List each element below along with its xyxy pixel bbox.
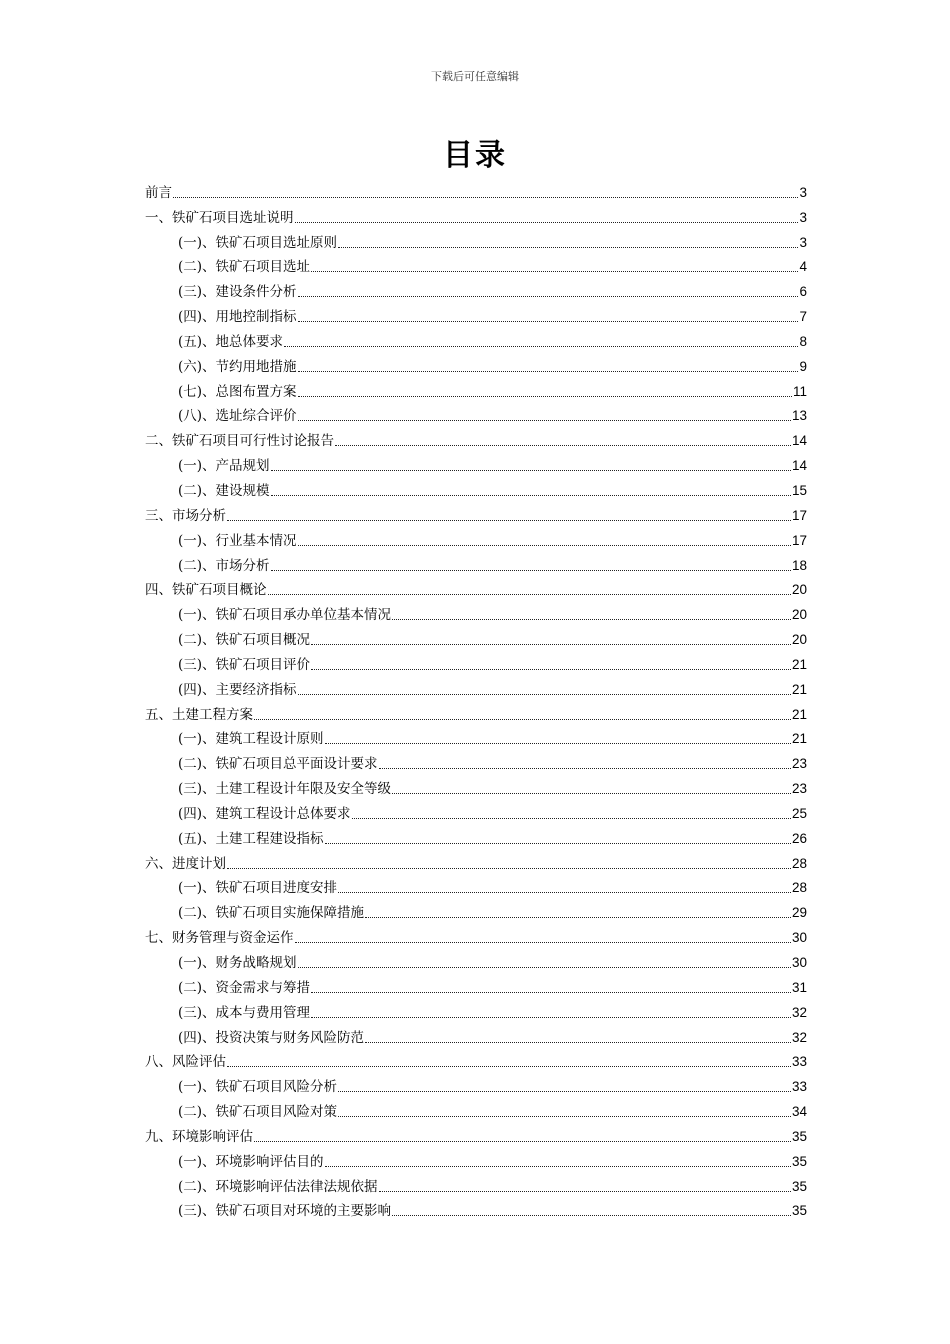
toc-entry-label: 四、铁矿石项目概论 — [145, 582, 267, 599]
toc-dot-leader — [254, 718, 791, 720]
toc-dot-leader — [325, 742, 791, 744]
toc-dot-leader — [335, 444, 791, 446]
toc-dot-leader — [325, 842, 791, 844]
toc-entry-label: (一)、财务战略规划 — [178, 955, 297, 971]
toc-entry-page-number: 17 — [791, 507, 807, 523]
toc-entry-label: (五)、土建工程建设指标 — [178, 830, 324, 847]
toc-entry-page-number: 7 — [799, 309, 807, 325]
toc-entry-label: 一、铁矿石项目选址说明 — [145, 209, 294, 226]
toc-entry[interactable] — [145, 326, 807, 351]
toc-dot-leader — [352, 817, 791, 819]
toc-entry[interactable] — [145, 177, 807, 202]
toc-entry[interactable] — [145, 624, 807, 649]
toc-entry-label: 七、财务管理与资金运作 — [145, 930, 294, 947]
toc-entry[interactable] — [145, 699, 807, 724]
toc-dot-leader — [338, 891, 791, 893]
toc-entry[interactable] — [145, 351, 807, 376]
toc-entry-label: (一)、铁矿石项目选址原则 — [178, 234, 338, 251]
toc-entry[interactable] — [145, 748, 807, 773]
toc-dot-leader — [298, 295, 798, 297]
toc-entry-page-number: 35 — [791, 1128, 807, 1144]
toc-dot-leader — [311, 1016, 791, 1018]
toc-entry-page-number: 21 — [791, 731, 807, 747]
toc-entry-page-number: 6 — [799, 284, 807, 300]
toc-entry[interactable] — [145, 1196, 807, 1221]
toc-entry-label: (四)、主要经济指标 — [178, 681, 297, 698]
toc-dot-leader — [325, 1165, 791, 1167]
toc-dot-leader — [268, 593, 791, 595]
toc-dot-leader — [271, 569, 791, 571]
toc-dot-leader — [298, 693, 791, 695]
toc-dot-leader — [227, 519, 791, 521]
toc-entry[interactable] — [145, 1171, 807, 1196]
toc-entry-label: (三)、铁矿石项目评价 — [178, 656, 311, 673]
toc-entry-label: 六、进度计划 — [145, 855, 226, 872]
toc-entry[interactable] — [145, 1121, 807, 1146]
toc-entry-label: (二)、铁矿石项目实施保障措施 — [178, 905, 365, 922]
toc-entry[interactable] — [145, 425, 807, 450]
page-title: 目录 — [443, 138, 507, 173]
toc-entry-page-number: 11 — [792, 383, 807, 399]
toc-entry[interactable] — [145, 823, 807, 848]
toc-dot-leader — [254, 1140, 791, 1142]
toc-entry[interactable] — [145, 301, 807, 326]
toc-dot-leader — [392, 792, 791, 794]
toc-entry-page-number: 35 — [791, 1203, 807, 1219]
toc-entry-page-number: 3 — [799, 234, 807, 250]
toc-entry-label: 前言 — [145, 184, 172, 201]
toc-dot-leader — [298, 370, 798, 372]
toc-entry-label: (二)、铁矿石项目风险对策 — [178, 1104, 338, 1121]
toc-entry[interactable] — [145, 202, 807, 227]
toc-entry-page-number: 30 — [791, 930, 807, 946]
toc-entry-page-number: 17 — [791, 532, 807, 548]
toc-entry-label: (五)、地总体要求 — [178, 333, 284, 350]
toc-entry-page-number: 30 — [791, 955, 807, 970]
toc-entry[interactable] — [145, 649, 807, 674]
toc-entry-page-number: 33 — [791, 1079, 807, 1095]
toc-dot-leader — [271, 494, 791, 496]
toc-entry-page-number: 9 — [799, 358, 807, 374]
toc-entry-label: (二)、铁矿石项目总平面设计要求 — [178, 756, 378, 773]
toc-entry-page-number: 28 — [791, 855, 807, 871]
toc-entry-page-number: 4 — [799, 259, 807, 275]
toc-entry-label: (六)、节约用地措施 — [178, 358, 297, 375]
toc-entry-page-number: 21 — [791, 706, 807, 722]
toc-entry[interactable] — [145, 227, 807, 252]
toc-entry-page-number: 3 — [799, 209, 807, 225]
toc-entry-page-number: 21 — [791, 656, 807, 672]
toc-entry[interactable] — [145, 252, 807, 277]
toc-entry-label: (一)、产品规划 — [178, 458, 270, 475]
toc-entry[interactable] — [145, 798, 807, 823]
toc-dot-leader — [311, 643, 791, 645]
toc-dot-leader — [311, 668, 791, 670]
toc-dot-leader — [311, 991, 791, 993]
toc-entry[interactable] — [145, 1047, 807, 1072]
toc-dot-leader — [173, 196, 798, 198]
toc-entry-label: (三)、建设条件分析 — [178, 284, 297, 301]
toc-entry-page-number: 26 — [791, 830, 807, 846]
toc-entry-page-number: 20 — [791, 632, 807, 648]
toc-entry[interactable] — [145, 475, 807, 500]
toc-entry-page-number: 31 — [791, 979, 807, 995]
toc-entry-label: (一)、铁矿石项目进度安排 — [178, 880, 338, 897]
toc-entry[interactable] — [145, 1096, 807, 1121]
toc-entry[interactable] — [145, 276, 807, 301]
toc-entry-label: 二、铁矿石项目可行性讨论报告 — [145, 433, 334, 450]
toc-dot-leader — [271, 469, 791, 471]
toc-entry-label: (一)、行业基本情况 — [178, 532, 297, 549]
toc-dot-leader — [298, 395, 792, 397]
toc-dot-leader — [338, 246, 798, 248]
toc-entry-page-number: 8 — [799, 333, 807, 349]
toc-entry[interactable] — [145, 1022, 807, 1047]
toc-entry-page-number: 32 — [791, 1029, 807, 1045]
toc-dot-leader — [392, 1214, 791, 1216]
toc-entry[interactable] — [145, 575, 807, 600]
toc-dot-leader — [295, 221, 799, 223]
toc-entry[interactable] — [145, 525, 807, 550]
toc-entry-label: 九、环境影响评估 — [145, 1128, 253, 1145]
toc-dot-leader — [227, 1065, 791, 1067]
toc-entry-label: (三)、铁矿石项目对环境的主要影响 — [178, 1203, 392, 1220]
toc-entry[interactable] — [145, 724, 807, 749]
toc-entry[interactable] — [145, 873, 807, 898]
toc-entry[interactable] — [145, 376, 807, 401]
toc-entry-page-number: 29 — [791, 905, 807, 921]
toc-entry-label: (一)、铁矿石项目承办单位基本情况 — [178, 607, 392, 624]
toc-entry[interactable] — [145, 599, 807, 624]
toc-entry-page-number: 21 — [791, 681, 807, 697]
toc-entry[interactable] — [145, 1146, 807, 1171]
toc-entry-label: (四)、用地控制指标 — [178, 309, 297, 326]
toc-entry[interactable] — [145, 401, 807, 426]
toc-entry[interactable] — [145, 972, 807, 997]
toc-entry-label: 三、市场分析 — [145, 507, 226, 524]
toc-entry[interactable] — [145, 997, 807, 1022]
toc-dot-leader — [284, 345, 798, 347]
toc-entry[interactable] — [145, 1071, 807, 1096]
toc-dot-leader — [338, 1115, 791, 1117]
toc-entry-label: (七)、总图布置方案 — [178, 383, 297, 400]
toc-entry-label: (八)、选址综合评价 — [178, 408, 297, 425]
toc-dot-leader — [227, 867, 791, 869]
toc-entry-label: (二)、铁矿石项目选址 — [178, 259, 311, 276]
toc-dot-leader — [298, 544, 791, 546]
toc-entry-page-number: 13 — [791, 408, 807, 424]
toc-entry-page-number: 35 — [791, 1178, 807, 1194]
toc-entry[interactable] — [145, 450, 807, 475]
toc-entry-page-number: 15 — [791, 482, 807, 498]
toc-entry-label: (四)、建筑工程设计总体要求 — [178, 805, 351, 822]
toc-entry-page-number: 25 — [791, 805, 807, 821]
toc-entry-label: (二)、资金需求与筹措 — [178, 979, 311, 996]
toc-dot-leader — [298, 320, 798, 322]
toc-entry-page-number: 32 — [791, 1004, 807, 1020]
toc-entry-label: 八、风险评估 — [145, 1054, 226, 1071]
toc-dot-leader — [365, 1041, 791, 1043]
toc-entry-label: (一)、环境影响评估目的 — [178, 1153, 324, 1170]
toc-entry-page-number: 20 — [791, 582, 807, 598]
table-of-contents — [145, 177, 807, 1220]
toc-entry-label: (一)、建筑工程设计原则 — [178, 731, 324, 748]
toc-entry-page-number: 28 — [791, 880, 807, 896]
toc-entry-page-number: 3 — [799, 184, 807, 200]
toc-entry-page-number: 33 — [791, 1054, 807, 1070]
toc-dot-leader — [298, 966, 791, 968]
toc-entry-label: (二)、铁矿石项目概况 — [178, 632, 311, 649]
toc-dot-leader — [311, 270, 798, 272]
toc-entry[interactable] — [145, 674, 807, 699]
toc-entry-page-number: 14 — [791, 433, 807, 449]
toc-entry-page-number: 34 — [791, 1104, 807, 1120]
toc-entry-label: (四)、投资决策与财务风险防范 — [178, 1029, 365, 1046]
toc-entry-page-number: 23 — [791, 781, 807, 797]
toc-entry-label: (二)、市场分析 — [178, 557, 270, 574]
toc-dot-leader — [379, 767, 791, 769]
toc-entry[interactable] — [145, 947, 807, 972]
header-note: 下载后可任意编辑 — [431, 70, 519, 83]
toc-entry[interactable] — [145, 922, 807, 947]
toc-entry-page-number: 14 — [791, 458, 807, 474]
toc-entry-page-number: 20 — [791, 607, 807, 623]
toc-entry-label: 五、土建工程方案 — [145, 706, 253, 723]
toc-entry[interactable] — [145, 550, 807, 575]
toc-entry[interactable] — [145, 848, 807, 873]
toc-entry-label: (二)、建设规模 — [178, 482, 270, 499]
toc-dot-leader — [379, 1190, 791, 1192]
toc-dot-leader — [365, 916, 791, 918]
toc-entry[interactable] — [145, 500, 807, 525]
toc-dot-leader — [392, 618, 791, 620]
toc-entry[interactable] — [145, 773, 807, 798]
toc-dot-leader — [295, 941, 791, 943]
toc-entry-label: (三)、土建工程设计年限及安全等级 — [178, 781, 392, 798]
toc-entry-page-number: 23 — [791, 756, 807, 772]
toc-dot-leader — [338, 1090, 791, 1092]
toc-dot-leader — [298, 419, 791, 421]
toc-entry-page-number: 18 — [791, 557, 807, 573]
toc-entry-page-number: 35 — [791, 1153, 807, 1169]
toc-entry-label: (一)、铁矿石项目风险分析 — [178, 1079, 338, 1096]
toc-entry[interactable] — [145, 897, 807, 922]
toc-entry-label: (二)、环境影响评估法律法规依据 — [178, 1178, 378, 1195]
toc-entry-label: (三)、成本与费用管理 — [178, 1004, 311, 1021]
